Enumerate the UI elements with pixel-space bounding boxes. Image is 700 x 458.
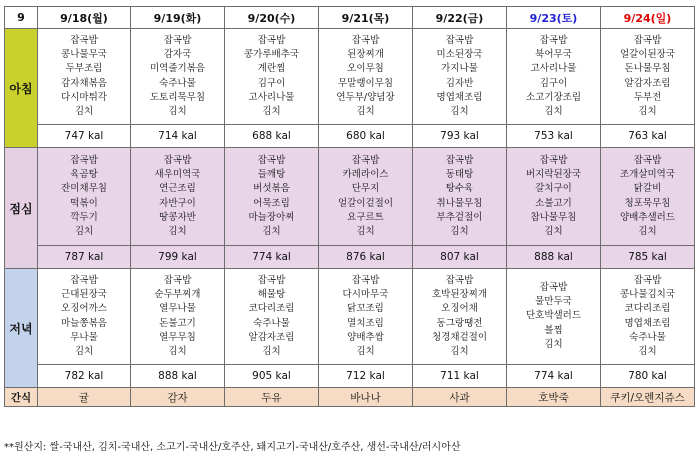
menu-item: 잡곡밥 xyxy=(633,274,662,286)
menu-item: 잡곡밥 xyxy=(445,274,474,286)
calorie-cell: 711 kal xyxy=(413,365,507,388)
menu-item: 청경채겉절이 xyxy=(431,331,488,343)
day-header: 9/22(금) xyxy=(413,7,507,29)
menu-cell xyxy=(131,29,225,125)
menu-item: 미역줄기볶음 xyxy=(149,63,206,75)
menu-item: 김치 xyxy=(356,105,375,117)
menu-item: 연근조림 xyxy=(159,183,196,195)
menu-item: 고사리나물 xyxy=(248,91,295,103)
meal-label: 점심 xyxy=(5,148,38,269)
day-header: 9/20(수) xyxy=(225,7,319,29)
menu-item: 동태탕 xyxy=(445,169,474,181)
menu-item: 근대된장국 xyxy=(61,289,107,301)
menu-item: 코다리조림 xyxy=(248,303,295,315)
menu-item: 김치 xyxy=(450,105,469,117)
menu-item: 버지락된장국 xyxy=(525,169,582,181)
menu-item: 잡곡밥 xyxy=(633,34,662,46)
menu-item: 닭꼬조림 xyxy=(347,303,384,315)
menu-item: 갈치구이 xyxy=(535,183,572,195)
menu-item: 잡곡밥 xyxy=(163,274,192,286)
menu-item: 콩나물김치국 xyxy=(619,289,676,301)
menu-item: 잡곡밥 xyxy=(351,154,380,166)
menu-item: 마늘쫑볶음 xyxy=(61,317,107,329)
menu-item: 무말랭이무침 xyxy=(337,77,394,89)
menu-cell xyxy=(507,29,601,125)
menu-item: 김치 xyxy=(638,345,657,357)
menu-item: 된장찌개 xyxy=(347,49,384,61)
menu-item: 콩가루배추국 xyxy=(243,49,300,61)
menu-items-row xyxy=(5,148,695,246)
calorie-cell: 763 kal xyxy=(601,125,695,148)
menu-item: 청포묵무침 xyxy=(624,197,671,209)
menu-item: 잡곡밥 xyxy=(633,154,662,166)
menu-item: 미소된장국 xyxy=(436,49,483,61)
menu-item: 오징어까스 xyxy=(61,303,107,315)
menu-item: 요구르트 xyxy=(347,211,384,223)
menu-item: 물만두국 xyxy=(535,296,572,308)
menu-item: 떡볶이 xyxy=(70,197,98,209)
menu-item: 깍두기 xyxy=(70,211,98,223)
menu-item: 가지나물 xyxy=(441,63,478,75)
menu-item: 볼찜 xyxy=(544,324,563,336)
calorie-cell: 807 kal xyxy=(413,246,507,269)
snack-cell: 감자 xyxy=(131,388,225,407)
calorie-cell: 799 kal xyxy=(131,246,225,269)
menu-item: 도토리묵무침 xyxy=(149,91,206,103)
menu-item: 순두부찌개 xyxy=(154,289,201,301)
menu-item: 김치 xyxy=(450,345,469,357)
calorie-row xyxy=(5,125,695,148)
menu-item: 들깨탕 xyxy=(257,169,286,181)
menu-item: 오이무침 xyxy=(347,63,384,75)
menu-items-row xyxy=(5,269,695,365)
menu-item: 잡곡밥 xyxy=(163,34,192,46)
calorie-row xyxy=(5,365,695,388)
menu-item: 양배추샐러드 xyxy=(619,211,676,223)
menu-item: 김치 xyxy=(168,105,187,117)
menu-item: 김치 xyxy=(262,225,281,237)
menu-item: 잡곡밥 xyxy=(539,34,568,46)
calorie-cell: 688 kal xyxy=(225,125,319,148)
menu-item: 김치 xyxy=(638,105,657,117)
menu-item: 북어무국 xyxy=(535,49,572,61)
snack-cell: 사과 xyxy=(413,388,507,407)
menu-item: 해물탕 xyxy=(257,289,286,301)
snack-cell: 두유 xyxy=(225,388,319,407)
menu-item: 잔미채무침 xyxy=(61,183,107,195)
menu-item: 잡곡밥 xyxy=(70,274,98,286)
menu-item: 코다리조림 xyxy=(624,303,671,315)
calorie-cell: 774 kal xyxy=(507,365,601,388)
day-header-sunday: 9/24(일) xyxy=(601,7,695,29)
menu-cell xyxy=(601,148,695,246)
menu-item: 잡곡밥 xyxy=(351,274,380,286)
menu-item: 잡곡밥 xyxy=(70,34,98,46)
menu-item: 김구이 xyxy=(539,77,568,89)
dinner-section xyxy=(5,269,695,388)
menu-item: 김치 xyxy=(262,105,281,117)
calorie-row xyxy=(5,246,695,269)
menu-cell xyxy=(38,29,131,125)
menu-item: 감자채볶음 xyxy=(61,77,107,89)
menu-items-row xyxy=(5,29,695,125)
calorie-cell: 753 kal xyxy=(507,125,601,148)
menu-item: 김구이 xyxy=(257,77,286,89)
menu-item: 잡곡밥 xyxy=(163,154,192,166)
menu-cell xyxy=(319,148,413,246)
menu-item: 다시마무국 xyxy=(342,289,389,301)
snack-row xyxy=(5,388,695,407)
menu-item: 김치 xyxy=(262,345,281,357)
menu-cell xyxy=(413,269,507,365)
menu-cell xyxy=(225,29,319,125)
menu-item: 김치 xyxy=(544,225,563,237)
menu-item: 어묵조림 xyxy=(253,197,290,209)
menu-item: 계란찜 xyxy=(257,63,286,75)
menu-item: 양배추쌈 xyxy=(347,331,384,343)
menu-item: 땅콩자반 xyxy=(159,211,196,223)
calorie-cell: 905 kal xyxy=(225,365,319,388)
menu-item: 명엽채조림 xyxy=(624,317,671,329)
day-header: 9/18(월) xyxy=(38,7,131,29)
menu-item: 멸치조림 xyxy=(347,317,384,329)
menu-item: 돈불고기 xyxy=(159,317,196,329)
day-header-saturday: 9/23(토) xyxy=(507,7,601,29)
calorie-cell: 888 kal xyxy=(131,365,225,388)
menu-item: 숙주나물 xyxy=(629,331,666,343)
menu-item: 김자반 xyxy=(445,77,474,89)
weekly-meal-table xyxy=(4,6,695,407)
menu-item: 김치 xyxy=(168,225,187,237)
menu-item: 콩나물무국 xyxy=(61,49,107,61)
menu-item: 조개살미역국 xyxy=(619,169,676,181)
calorie-cell: 714 kal xyxy=(131,125,225,148)
menu-cell xyxy=(413,148,507,246)
menu-item: 김치 xyxy=(74,105,94,117)
menu-item: 알감자조림 xyxy=(624,77,671,89)
menu-item: 김치 xyxy=(74,345,94,357)
calorie-cell: 785 kal xyxy=(601,246,695,269)
menu-item: 감자국 xyxy=(163,49,192,61)
menu-item: 숙주나물 xyxy=(159,77,196,89)
menu-item: 잡곡밥 xyxy=(539,281,568,293)
menu-item: 열무무침 xyxy=(159,331,196,343)
menu-item: 참나물무침 xyxy=(530,211,577,223)
menu-item: 얼갈이겉절이 xyxy=(337,197,394,209)
day-header: 9/19(화) xyxy=(131,7,225,29)
menu-item: 새우미역국 xyxy=(154,169,201,181)
menu-item: 부추겉절이 xyxy=(436,211,483,223)
menu-cell xyxy=(507,269,601,365)
menu-item: 김치 xyxy=(638,225,657,237)
menu-item: 김치 xyxy=(74,225,94,237)
calorie-cell: 787 kal xyxy=(38,246,131,269)
menu-cell xyxy=(38,269,131,365)
menu-item: 다시마튀각 xyxy=(61,91,107,103)
menu-cell xyxy=(225,269,319,365)
menu-item: 마늘장아찌 xyxy=(248,211,295,223)
menu-item: 김치 xyxy=(450,225,469,237)
menu-item: 소고기장조림 xyxy=(525,91,582,103)
breakfast-section xyxy=(5,29,695,148)
menu-item: 육곰탕 xyxy=(70,169,98,181)
menu-item: 잡곡밥 xyxy=(257,274,286,286)
menu-item: 잡곡밥 xyxy=(257,34,286,46)
menu-item: 오징어채 xyxy=(441,303,478,315)
menu-cell xyxy=(507,148,601,246)
day-header: 9/21(목) xyxy=(319,7,413,29)
menu-item: 자반구이 xyxy=(159,197,196,209)
menu-cell xyxy=(225,148,319,246)
calorie-cell: 888 kal xyxy=(507,246,601,269)
menu-item: 김치 xyxy=(168,345,187,357)
menu-item: 열무나물 xyxy=(159,303,196,315)
snack-section xyxy=(5,388,695,407)
menu-item: 잡곡밥 xyxy=(351,34,380,46)
menu-item: 두부전 xyxy=(633,91,662,103)
menu-item: 단무지 xyxy=(351,183,380,195)
menu-cell xyxy=(601,269,695,365)
snack-cell: 쿠키/오렌지쥬스 xyxy=(601,388,695,407)
snack-cell: 호박죽 xyxy=(507,388,601,407)
menu-item: 돈나물무침 xyxy=(624,63,671,75)
menu-item: 알감자조림 xyxy=(248,331,295,343)
calorie-cell: 747 kal xyxy=(38,125,131,148)
menu-item: 김치 xyxy=(544,338,563,350)
calorie-cell: 680 kal xyxy=(319,125,413,148)
menu-cell xyxy=(319,269,413,365)
menu-item: 탕수육 xyxy=(445,183,474,195)
menu-item: 숙주나물 xyxy=(253,317,290,329)
menu-cell xyxy=(319,29,413,125)
menu-item: 고사리나물 xyxy=(530,63,577,75)
lunch-section xyxy=(5,148,695,269)
menu-item: 잡곡밥 xyxy=(445,154,474,166)
menu-cell xyxy=(38,148,131,246)
menu-item: 잡곡밥 xyxy=(539,154,568,166)
menu-cell xyxy=(413,29,507,125)
menu-item: 잡곡밥 xyxy=(445,34,474,46)
menu-cell xyxy=(131,269,225,365)
calorie-cell: 712 kal xyxy=(319,365,413,388)
menu-item: 호박된장찌개 xyxy=(431,289,488,301)
menu-item: 버섯볶음 xyxy=(253,183,290,195)
snack-cell: 귤 xyxy=(38,388,131,407)
header-row xyxy=(5,7,695,29)
meal-label: 아침 xyxy=(5,29,38,148)
menu-item: 닭갈비 xyxy=(633,183,662,195)
menu-item: 단호박샐러드 xyxy=(525,310,582,322)
meal-label: 간식 xyxy=(5,388,38,407)
menu-item: 소불고기 xyxy=(535,197,572,209)
menu-cell xyxy=(601,29,695,125)
origin-note: **원산지: 쌀-국내산, 김치-국내산, 소고기-국내산/호주산, 돼지고기-국내산/호주산, 생선-국내산/러시아산 xyxy=(4,442,461,453)
menu-item: 김치 xyxy=(356,345,375,357)
week-number: 9 xyxy=(5,7,38,29)
meal-label: 저녁 xyxy=(5,269,38,388)
calorie-cell: 793 kal xyxy=(413,125,507,148)
menu-item: 김치 xyxy=(544,105,563,117)
menu-item: 잡곡밥 xyxy=(70,154,98,166)
menu-item: 얼갈이된장국 xyxy=(619,49,676,61)
menu-item: 두부조림 xyxy=(65,63,103,75)
menu-item: 김치 xyxy=(356,225,375,237)
calorie-cell: 774 kal xyxy=(225,246,319,269)
calorie-cell: 780 kal xyxy=(601,365,695,388)
menu-item: 명엽채조림 xyxy=(436,91,483,103)
calorie-cell: 782 kal xyxy=(38,365,131,388)
menu-item: 취나물무침 xyxy=(436,197,483,209)
menu-item: 잡곡밥 xyxy=(257,154,286,166)
menu-cell xyxy=(131,148,225,246)
menu-item: 무나물 xyxy=(70,331,98,343)
calorie-cell: 876 kal xyxy=(319,246,413,269)
snack-cell: 바나나 xyxy=(319,388,413,407)
menu-item: 카레라이스 xyxy=(342,169,389,181)
menu-item: 연두부/양념장 xyxy=(336,91,395,103)
menu-item: 동그랑땡전 xyxy=(436,317,483,329)
